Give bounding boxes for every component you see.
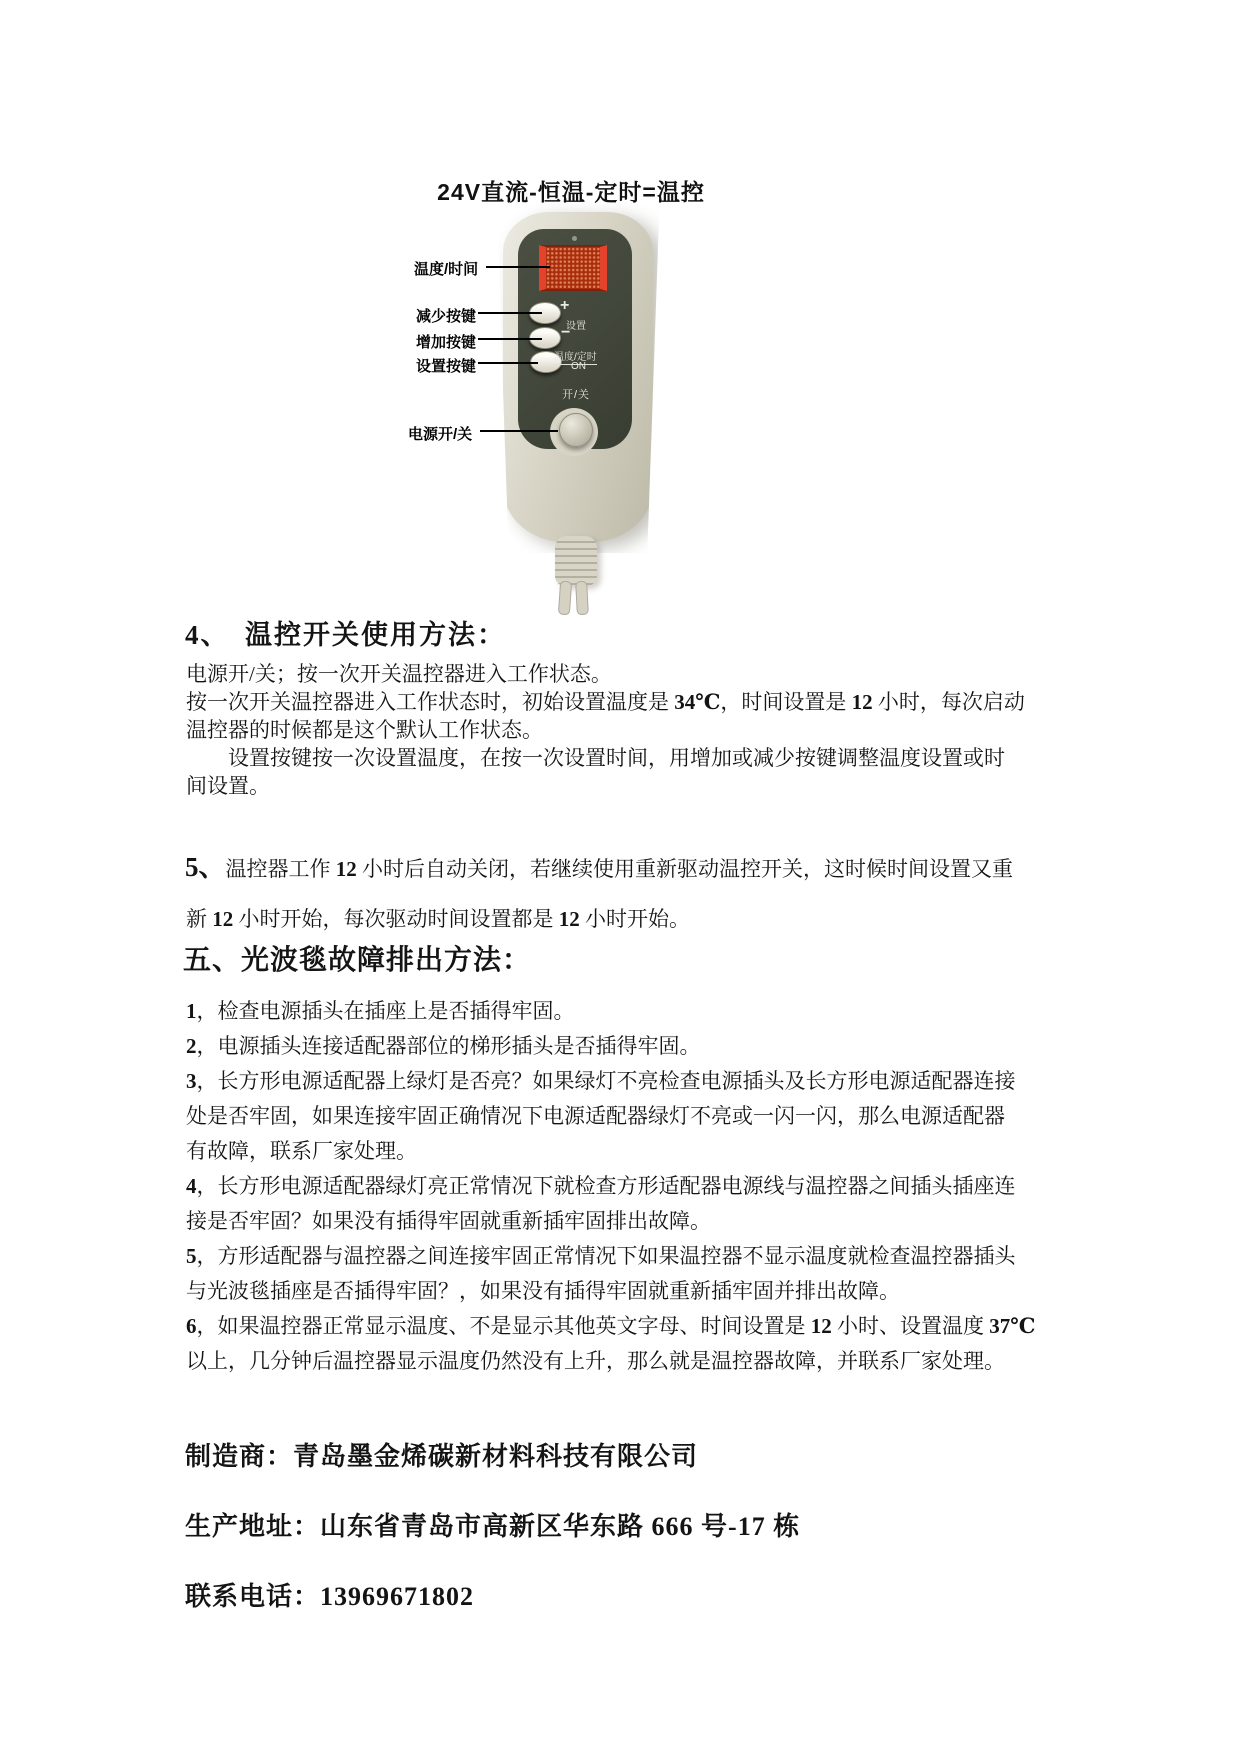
callout-power-line xyxy=(480,430,558,432)
fault-line: 1，检查电源插头在插座上是否插得牢固。 xyxy=(186,999,575,1023)
callout-display-line xyxy=(486,266,550,268)
usage-line: 间设置。 xyxy=(186,774,270,798)
section5-number: 5、 xyxy=(185,852,226,882)
figure-title: 24V直流-恒温-定时=温控 xyxy=(437,179,705,205)
fault-line: 有故障，联系厂家处理。 xyxy=(186,1139,417,1163)
callout-set-line xyxy=(478,362,538,364)
panel-plus-label: + xyxy=(560,297,570,314)
footer-manufacturer: 制造商：青岛墨金烯碳新材料科技有限公司 xyxy=(185,1442,699,1471)
callout-power-label: 电源开/关 xyxy=(408,426,473,443)
footer-phone: 联系电话：13969671802 xyxy=(185,1582,475,1611)
section5-line1 xyxy=(185,845,1013,884)
usage-line: 设置按键按一次设置温度，在按一次设置时间，用增加或减少按键调整温度设置或时 xyxy=(228,746,1005,770)
usage-line: 温控器的时候都是这个默认工作状态。 xyxy=(186,718,543,742)
cable-strain-relief xyxy=(555,536,597,586)
section4-heading: 4、 温控开关使用方法： xyxy=(185,620,506,650)
callout-increase-label: 增加按键 xyxy=(416,334,477,351)
callout-increase-line xyxy=(478,338,542,340)
fault-line: 处是否牢固，如果连接牢固正确情况下电源适配器绿灯不亮或一闪一闪，那么电源适配器 xyxy=(186,1104,1005,1128)
callout-decrease-line xyxy=(478,312,542,314)
fault-line: 6，如果温控器正常显示温度、不是显示其他英文字母、时间设置是 12 小时、设置温度 37℃ xyxy=(186,1314,1036,1338)
fault-line: 以上，几分钟后温控器显示温度仍然没有上升，那么就是温控器故障，并联系厂家处理。 xyxy=(186,1349,1005,1373)
panel-onoff-label: 开/关 xyxy=(562,389,591,401)
fault-line: 与光波毯插座是否插得牢固？，如果没有插得牢固就重新插牢固并排出故障。 xyxy=(186,1279,900,1303)
panel-set-label: 设置 xyxy=(566,321,586,332)
panel-on-label: ON xyxy=(571,361,586,372)
panel-minus-label: − xyxy=(561,324,571,341)
fault-line: 4，长方形电源适配器绿灯亮正常情况下就检查方形适配器电源线与温控器之间插头插座连 xyxy=(186,1174,1016,1198)
usage-line: 电源开/关；按一次开关温控器进入工作状态。 xyxy=(186,662,612,686)
callout-display-label: 温度/时间 xyxy=(414,261,479,278)
callout-set-label: 设置按键 xyxy=(416,358,477,375)
footer-address: 生产地址：山东省青岛市高新区华东路 666 号-17 栋 xyxy=(185,1512,801,1541)
faults-list xyxy=(186,994,1035,1379)
fault-line: 3，长方形电源适配器上绿灯是否亮？如果绿灯不亮检查电源插头及长方形电源适配器连接 xyxy=(186,1069,1016,1093)
section4-paragraphs xyxy=(186,660,1025,800)
faults-heading: 五、光波毯故障排出方法： xyxy=(183,945,532,976)
section5-text: 温控器工作 12 小时后自动关闭，若继续使用重新驱动温控开关，这时候时间设置又重 xyxy=(225,857,1013,881)
led-display xyxy=(539,245,607,291)
fault-line: 5，方形适配器与温控器之间连接牢固正常情况下如果温控器不显示温度就检查温控器插头 xyxy=(186,1244,1016,1268)
usage-line: 按一次开关温控器进入工作状态时，初始设置温度是 34℃，时间设置是 12 小时，每次启动 xyxy=(186,690,1025,714)
fault-line: 2，电源插头连接适配器部位的梯形插头是否插得牢固。 xyxy=(186,1034,701,1058)
fault-line: 接是否牢固？如果没有插得牢固就重新插牢固排出故障。 xyxy=(186,1209,711,1233)
panel-temp-time-label: 温度/定时 xyxy=(554,348,597,365)
cable-wire-left xyxy=(558,581,572,616)
section5-line2: 新 12 小时开始，每次驱动时间设置都是 12 小时开始。 xyxy=(186,907,690,931)
power-button-knob xyxy=(559,413,593,447)
cable-wire-right xyxy=(575,581,589,616)
panel-dot xyxy=(572,236,577,241)
callout-decrease-label: 减少按键 xyxy=(416,308,477,325)
